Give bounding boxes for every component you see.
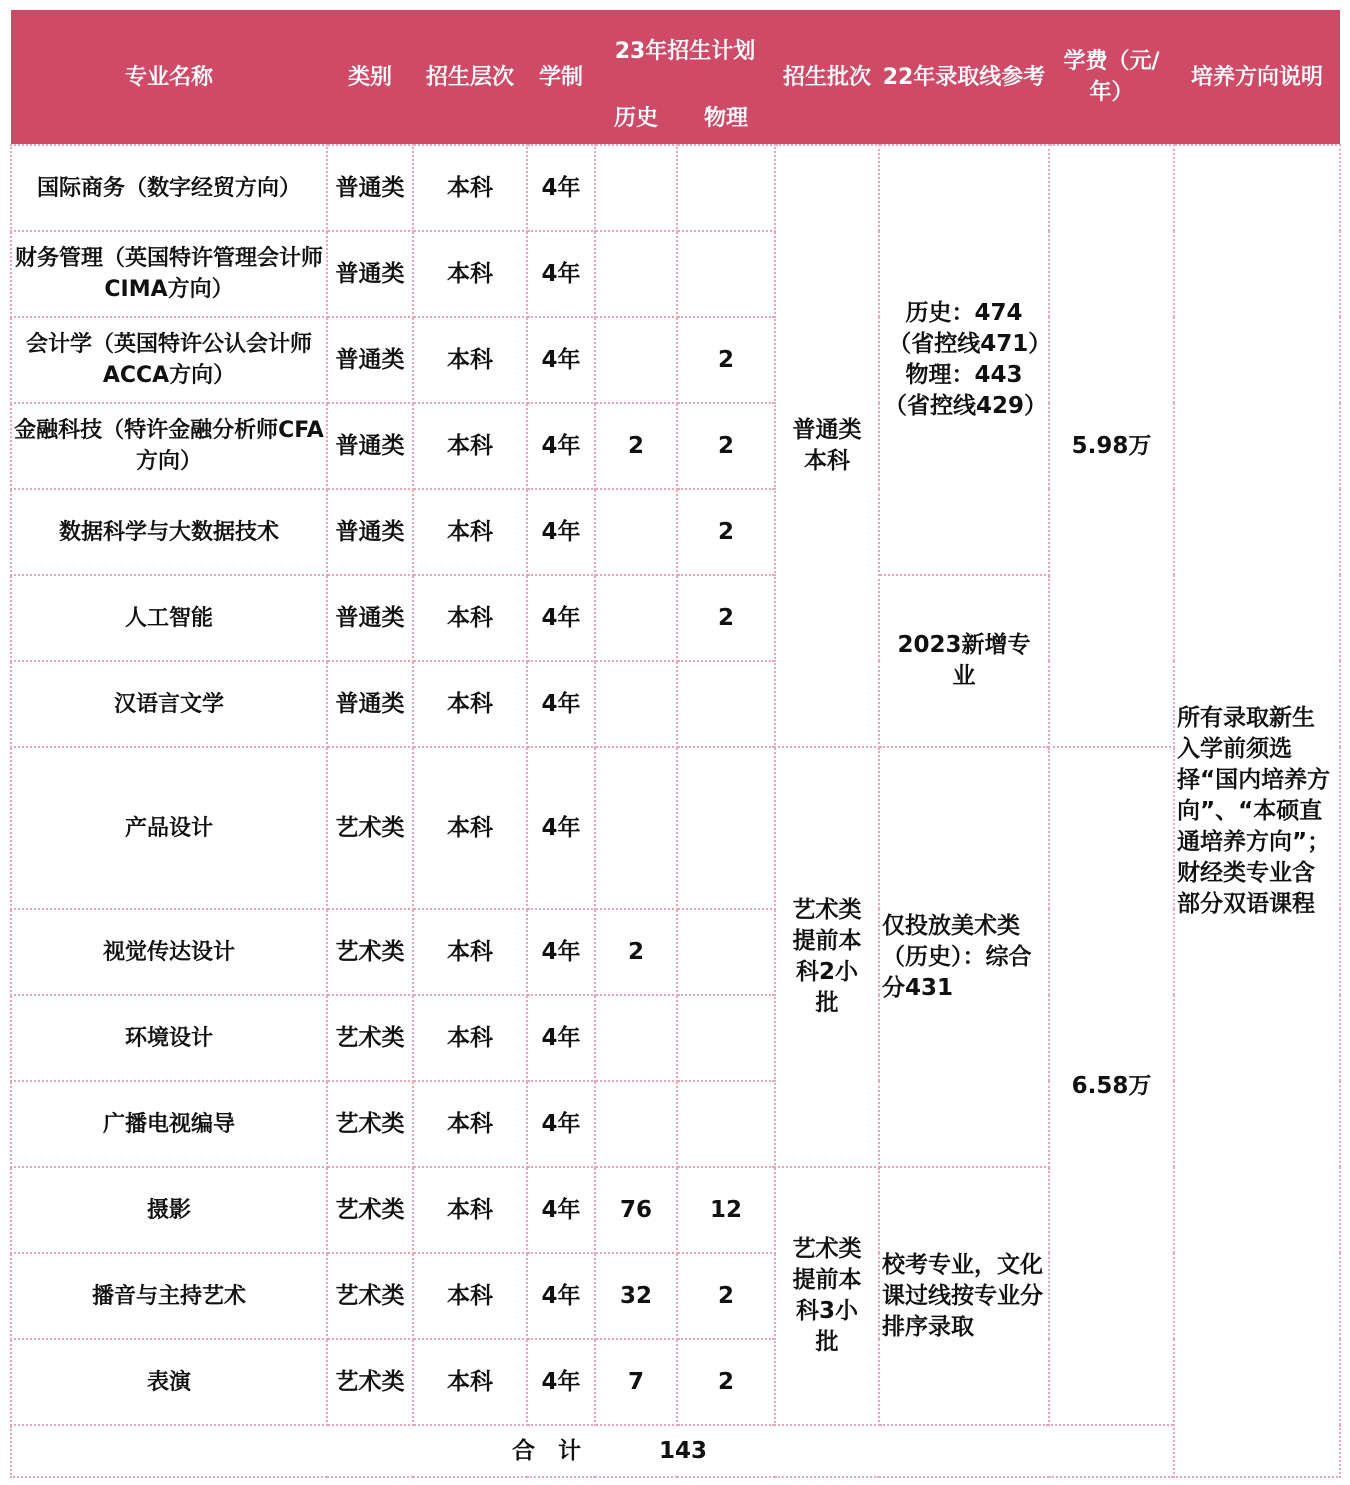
cell-batch-general: 普通类本科 — [775, 145, 879, 747]
cell-duration: 4年 — [527, 747, 595, 909]
cell-category: 普通类 — [327, 489, 413, 575]
header-direction: 培养方向说明 — [1174, 10, 1340, 145]
cell-level: 本科 — [413, 747, 527, 909]
cell-major: 摄影 — [11, 1167, 327, 1253]
enrollment-table — [10, 10, 1341, 1478]
cell-history — [595, 661, 677, 747]
cell-level: 本科 — [413, 909, 527, 995]
cell-level: 本科 — [413, 231, 527, 317]
cell-major: 汉语言文学 — [11, 661, 327, 747]
cell-physics: 2 — [677, 403, 775, 489]
cell-duration: 4年 — [527, 661, 595, 747]
cell-major: 会计学（英国特许公认会计师ACCA方向） — [11, 317, 327, 403]
cell-level: 本科 — [413, 995, 527, 1081]
cell-history: 76 — [595, 1167, 677, 1253]
cell-tuition-art: 6.58万 — [1049, 747, 1174, 1425]
table-body — [11, 145, 1340, 1477]
cell-category: 艺术类 — [327, 747, 413, 909]
cell-level: 本科 — [413, 1167, 527, 1253]
cell-batch-art2: 艺术类提前本科2小批 — [775, 747, 879, 1167]
cell-history — [595, 489, 677, 575]
table-header — [11, 10, 1340, 145]
header-level: 招生层次 — [413, 10, 527, 145]
cell-physics: 12 — [677, 1167, 775, 1253]
cell-category: 普通类 — [327, 661, 413, 747]
header-cutoff: 22年录取线参考 — [879, 10, 1049, 145]
header-tuition: 学费（元/年） — [1049, 10, 1174, 145]
cell-major: 人工智能 — [11, 575, 327, 661]
cell-history — [595, 317, 677, 403]
cell-cutoff-art3: 校考专业，文化课过线按专业分排序录取 — [879, 1167, 1049, 1425]
cell-duration: 4年 — [527, 909, 595, 995]
cell-category: 艺术类 — [327, 909, 413, 995]
header-category: 类别 — [327, 10, 413, 145]
header-physics: 物理 — [677, 92, 775, 145]
total-cell — [11, 1425, 1340, 1477]
cell-major: 数据科学与大数据技术 — [11, 489, 327, 575]
cell-level: 本科 — [413, 1081, 527, 1167]
cell-major: 产品设计 — [11, 747, 327, 909]
cell-level: 本科 — [413, 489, 527, 575]
cell-physics — [677, 661, 775, 747]
cell-physics: 2 — [677, 1253, 775, 1339]
cell-cutoff-new: 2023新增专业 — [879, 575, 1049, 747]
cell-history: 32 — [595, 1253, 677, 1339]
cell-major: 播音与主持艺术 — [11, 1253, 327, 1339]
cell-major: 视觉传达设计 — [11, 909, 327, 995]
cell-level: 本科 — [413, 403, 527, 489]
cell-history — [595, 231, 677, 317]
cell-duration: 4年 — [527, 1339, 595, 1425]
cell-category: 普通类 — [327, 575, 413, 661]
cell-history: 2 — [595, 403, 677, 489]
cell-major: 国际商务（数字经贸方向） — [11, 145, 327, 231]
cell-tuition-general: 5.98万 — [1049, 145, 1174, 747]
cell-physics — [677, 1081, 775, 1167]
cell-cutoff-art2: 仅投放美术类（历史）：综合分431 — [879, 747, 1049, 1167]
cell-physics: 2 — [677, 489, 775, 575]
cell-physics — [677, 909, 775, 995]
cell-physics: 2 — [677, 1339, 775, 1425]
cell-physics — [677, 747, 775, 909]
cell-category: 普通类 — [327, 145, 413, 231]
cell-level: 本科 — [413, 1253, 527, 1339]
cell-major: 表演 — [11, 1339, 327, 1425]
cell-level: 本科 — [413, 145, 527, 231]
cell-physics — [677, 145, 775, 231]
cell-level: 本科 — [413, 1339, 527, 1425]
table-row — [11, 747, 1340, 909]
header-batch: 招生批次 — [775, 10, 879, 145]
cell-major: 财务管理（英国特许管理会计师CIMA方向） — [11, 231, 327, 317]
table-row — [11, 145, 1340, 231]
cell-category: 艺术类 — [327, 995, 413, 1081]
header-history: 历史 — [595, 92, 677, 145]
cell-level: 本科 — [413, 317, 527, 403]
cell-cutoff-general: 历史：474（省控线471）物理：443（省控线429） — [879, 145, 1049, 575]
header-duration: 学制 — [527, 10, 595, 145]
cell-category: 艺术类 — [327, 1081, 413, 1167]
cell-history — [595, 1081, 677, 1167]
cell-duration: 4年 — [527, 995, 595, 1081]
cell-history — [595, 145, 677, 231]
cell-history — [595, 747, 677, 909]
cell-duration: 4年 — [527, 231, 595, 317]
total-row — [11, 1425, 1340, 1477]
cell-direction-note: 所有录取新生入学前须选择“国内培养方向”、“本硕直通培养方向”；财经类专业含部分双语课程 — [1174, 145, 1340, 1477]
cell-history: 7 — [595, 1339, 677, 1425]
cell-duration: 4年 — [527, 575, 595, 661]
cell-category: 普通类 — [327, 231, 413, 317]
cell-major: 金融科技（特许金融分析师CFA方向） — [11, 403, 327, 489]
header-major: 专业名称 — [11, 10, 327, 145]
header-plan: 23年招生计划 — [595, 10, 775, 92]
cell-batch-art3: 艺术类提前本科3小批 — [775, 1167, 879, 1425]
cell-level: 本科 — [413, 575, 527, 661]
enrollment-table-container — [10, 10, 1339, 1478]
cell-duration: 4年 — [527, 403, 595, 489]
cell-category: 普通类 — [327, 403, 413, 489]
cell-physics: 2 — [677, 575, 775, 661]
cell-category: 艺术类 — [327, 1167, 413, 1253]
cell-category: 普通类 — [327, 317, 413, 403]
cell-duration: 4年 — [527, 1253, 595, 1339]
cell-duration: 4年 — [527, 317, 595, 403]
cell-major: 广播电视编导 — [11, 1081, 327, 1167]
cell-category: 艺术类 — [327, 1253, 413, 1339]
cell-history: 2 — [595, 909, 677, 995]
cell-major: 环境设计 — [11, 995, 327, 1081]
cell-physics — [677, 995, 775, 1081]
cell-duration: 4年 — [527, 1167, 595, 1253]
cell-level: 本科 — [413, 661, 527, 747]
cell-duration: 4年 — [527, 489, 595, 575]
cell-physics — [677, 231, 775, 317]
cell-physics: 2 — [677, 317, 775, 403]
cell-duration: 4年 — [527, 1081, 595, 1167]
cell-history — [595, 575, 677, 661]
cell-duration: 4年 — [527, 145, 595, 231]
total-label: 合 计 — [512, 1437, 581, 1464]
cell-category: 艺术类 — [327, 1339, 413, 1425]
total-value: 143 — [659, 1437, 708, 1464]
cell-history — [595, 995, 677, 1081]
